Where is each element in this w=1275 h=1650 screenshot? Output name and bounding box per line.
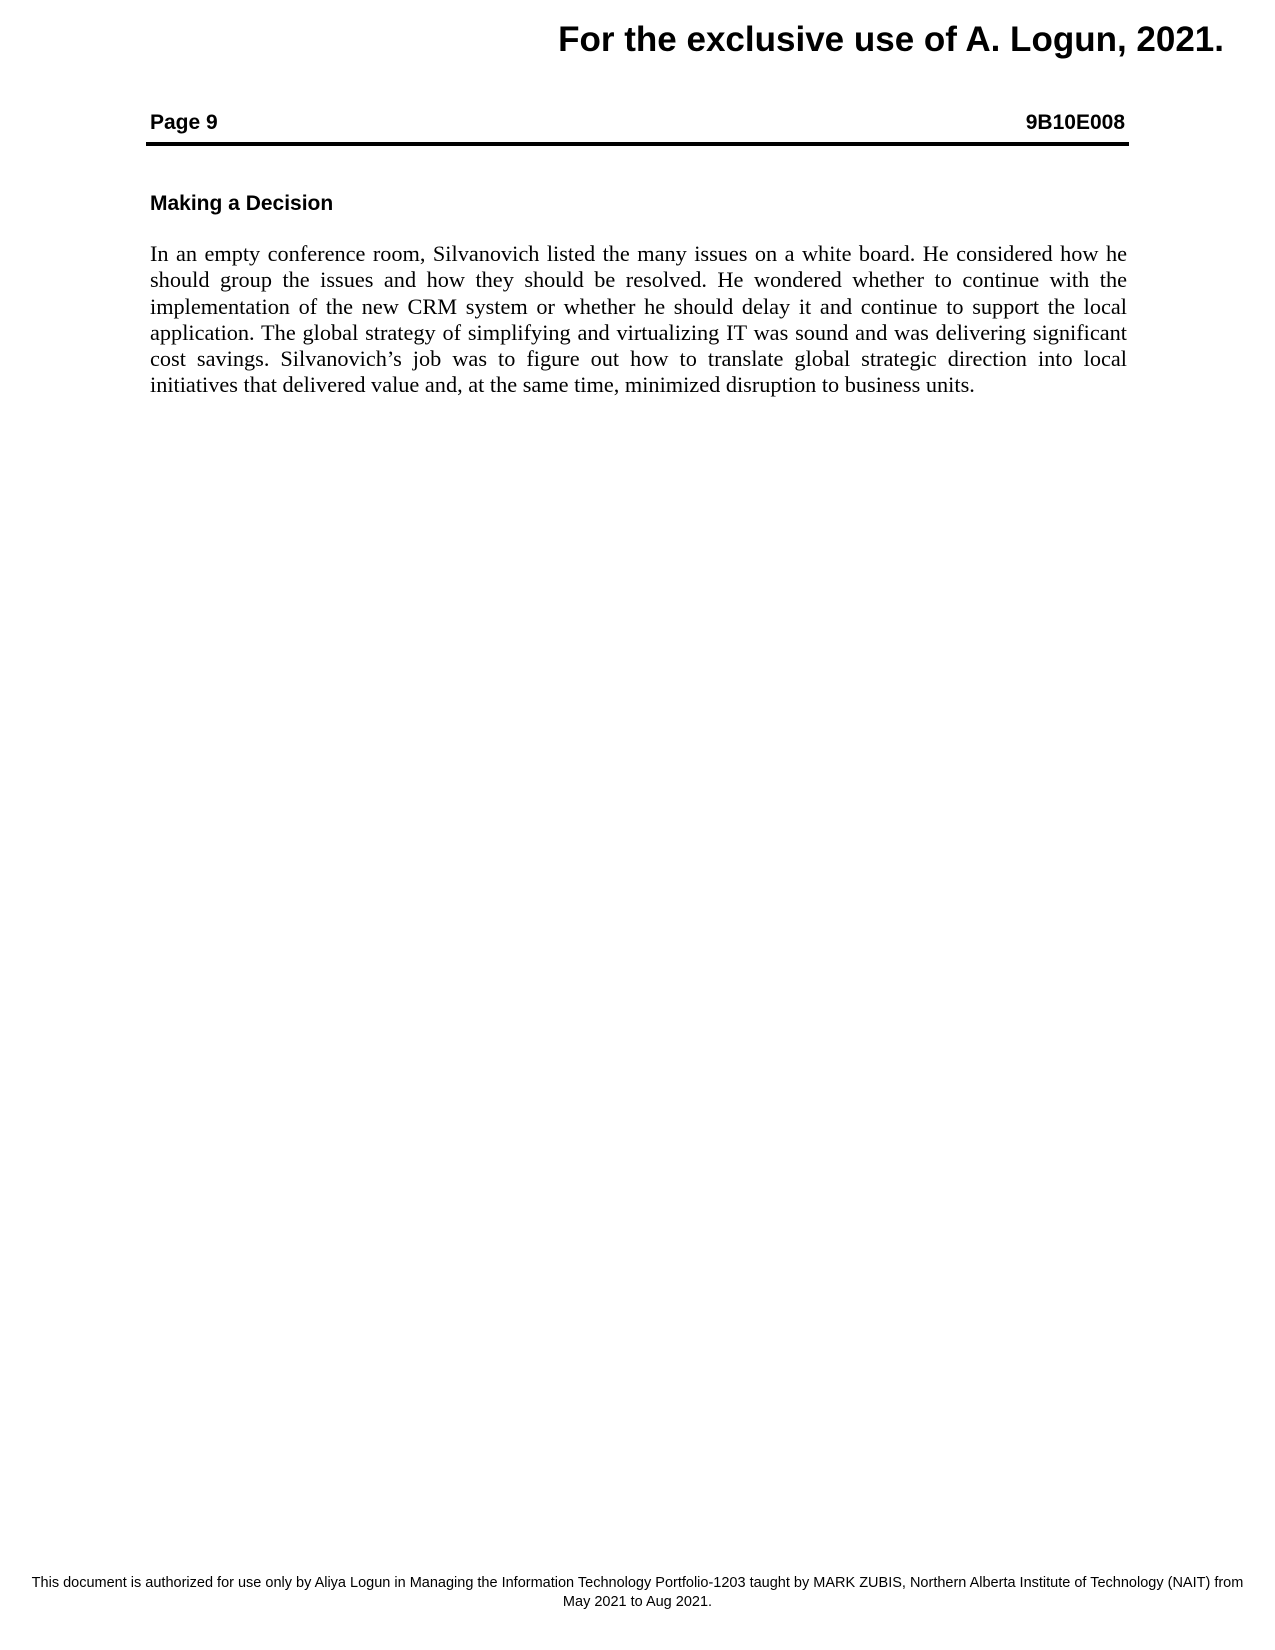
page-header [146, 110, 1129, 146]
body-paragraph: In an empty conference room, Silvanovich listed the many issues on a white board. He considered how he should group the issues and how they should be resolved. He wondered whether to continue with the implementation of the new CRM system or whether he should delay it and continue to support the local application. The global strategy of simplifying and virtualizing IT was sound and was delivering significant cost savings. Silvanovich’s job was to figure out how to translate global strategic direction into local initiatives that delivered value and, at the same time, minimized disruption to business units. [150, 241, 1127, 398]
exclusive-use-watermark: For the exclusive use of A. Logun, 2021. [558, 20, 1224, 59]
footer-line-1: This document is authorized for use only by Aliya Logun in Managing the Information Technology Portfolio-1203 taught by MARK ZUBIS, Northern Alberta Institute of Technology (NAIT) from [31, 1575, 1244, 1591]
case-id: 9B10E008 [1025, 111, 1125, 134]
page-number: Page 9 [150, 111, 218, 134]
authorization-footer [0, 1574, 1275, 1612]
footer-line-2: May 2021 to Aug 2021. [562, 1594, 713, 1610]
section-heading: Making a Decision [150, 192, 334, 215]
